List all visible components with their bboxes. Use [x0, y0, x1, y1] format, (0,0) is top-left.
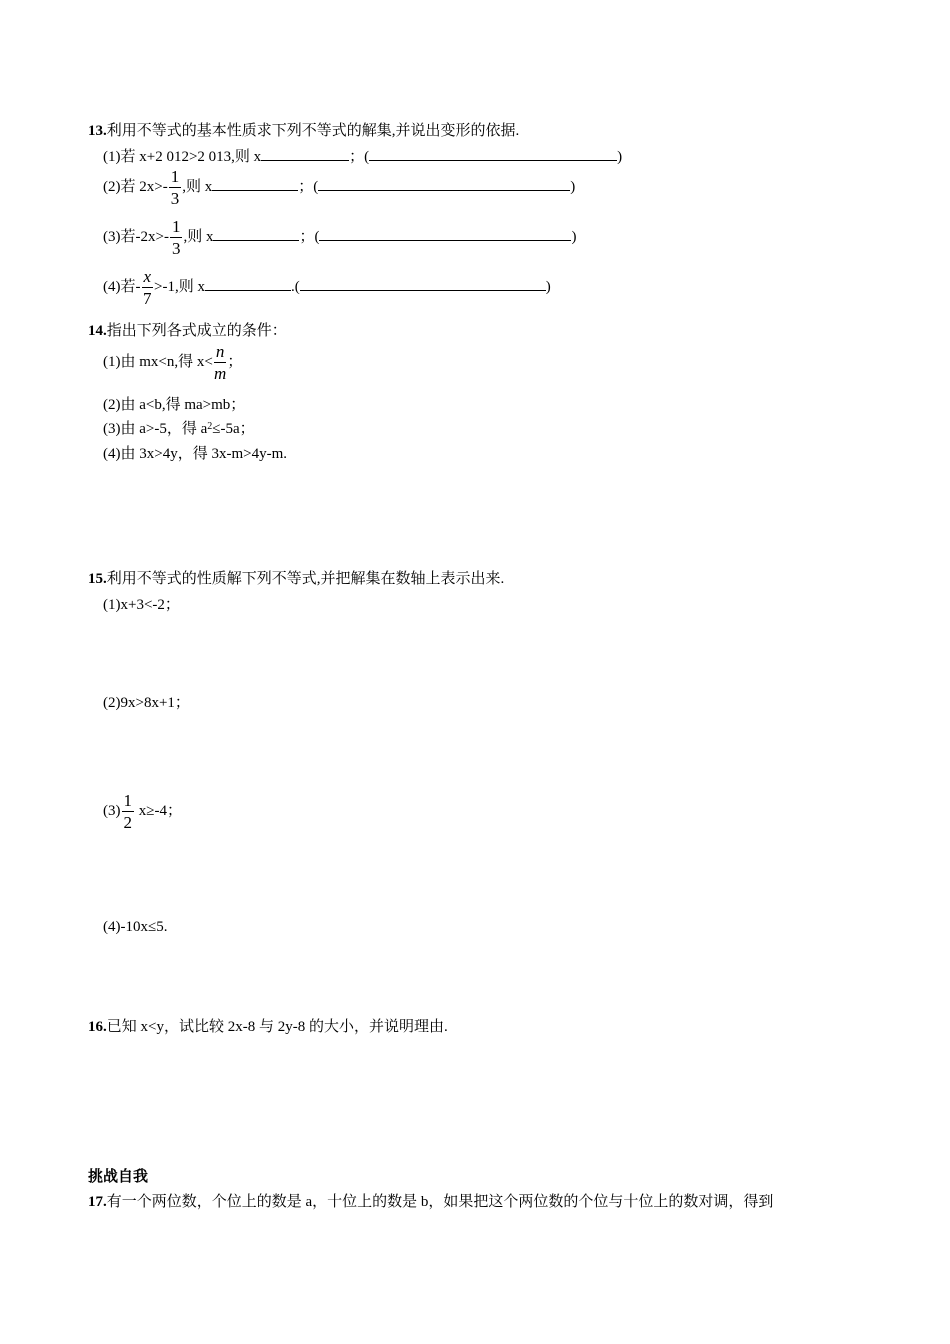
q14-item-1-fraction: [214, 343, 227, 382]
q14-item-3: [103, 420, 255, 438]
fraction-denominator: m: [213, 364, 227, 383]
q13-number: 13.: [88, 123, 107, 139]
q17-stem: [88, 1193, 773, 1211]
q15-item-3-fraction: [122, 792, 135, 831]
q17-number: 17.: [88, 1194, 107, 1210]
fraction-numerator: 1: [171, 217, 181, 236]
q13-item-1-label: (1)若 x+2 012>2 013,则 x: [103, 149, 262, 165]
section-title: 挑战自我: [88, 1169, 149, 1185]
q13-item-4: [103, 268, 551, 307]
q13-item-2-sep: ；(: [298, 178, 319, 195]
q14-number: 14.: [88, 323, 107, 339]
fraction-numerator: 1: [170, 167, 180, 186]
q15-item-3-pre: (3): [103, 802, 121, 819]
fraction-denominator: 3: [170, 189, 180, 208]
fraction-numerator: x: [143, 267, 152, 286]
q14-stem-text: 指出下列各式成立的条件：: [106, 323, 287, 339]
q14-stem: [88, 322, 287, 340]
q13-item-4-pre: (4)若-: [103, 278, 141, 295]
fraction-denominator: 2: [123, 813, 132, 832]
q15-item-4: (4)-10x≤5.: [103, 919, 168, 935]
q15-number: 15.: [88, 571, 107, 587]
q13-item-1-reason-blank[interactable]: [369, 147, 617, 161]
q13-item-2-reason-blank[interactable]: [318, 177, 570, 191]
fraction-numerator: n: [215, 342, 225, 361]
q15-stem: [88, 570, 504, 588]
q13-item-3-reason-blank[interactable]: [319, 227, 571, 241]
q13-item-4-sep: .(: [291, 278, 300, 295]
q14-item-3-superscript: 2: [207, 421, 213, 432]
q14-item-1: [103, 343, 242, 382]
q13-item-3-end: ): [571, 228, 577, 245]
q16-stem-text: 已知 x<y，试比较 2x-8 与 2y-8 的大小，并说明理由.: [106, 1019, 448, 1035]
q13-item-3-pre: (3)若-2x>-: [103, 228, 169, 245]
q13-item-2-post: ,则 x: [182, 178, 213, 195]
q13-item-2-end: ): [570, 178, 576, 195]
q13-item-4-answer-blank[interactable]: [205, 277, 291, 291]
q14-item-4: (4)由 3x>4y，得 3x-m>4y-m.: [103, 446, 287, 462]
q13-item-4-fraction: [142, 268, 154, 307]
q13-item-3-post: ,则 x: [183, 228, 214, 245]
q15-item-3-post: x≥-4；: [135, 802, 182, 819]
q14-item-2: (2)由 a<b,得 ma>mb；: [103, 397, 246, 413]
q13-item-3-fraction: [170, 218, 183, 257]
q14-item-1-post: ；: [227, 353, 243, 370]
fraction-numerator: 1: [123, 791, 132, 810]
q13-item-1: [103, 147, 622, 166]
q13-item-4-reason-blank[interactable]: [300, 277, 546, 291]
q13-item-4-end: ): [545, 278, 551, 295]
q13-stem: [88, 122, 519, 140]
q13-item-2-answer-blank[interactable]: [212, 177, 298, 191]
q13-item-1-answer-blank[interactable]: [261, 147, 349, 161]
q14-item-3-pre: (3)由 a>-5，得 a: [103, 421, 208, 437]
q15-item-1: (1)x+3<-2；: [103, 597, 180, 613]
q17-stem-text: 有一个两位数，个位上的数是 a，十位上的数是 b，如果把这个两位数的个位与十位上的数对调，得到: [106, 1194, 774, 1210]
q14-item-3-post: ≤-5a；: [212, 421, 255, 437]
q13-item-1-end: ): [617, 149, 623, 165]
q13-item-2-fraction: [169, 168, 182, 207]
q13-item-3-sep: ；(: [299, 228, 320, 245]
q15-stem-text: 利用不等式的性质解下列不等式,并把解集在数轴上表示出来.: [106, 571, 505, 587]
q13-item-3: [103, 218, 576, 257]
q13-item-1-sep: ；(: [349, 149, 370, 165]
fraction-denominator: 3: [171, 239, 181, 258]
q15-item-3: [103, 792, 182, 831]
q16-stem: [88, 1018, 448, 1036]
q13-item-2: [103, 168, 575, 207]
q14-item-1-pre: (1)由 mx<n,得 x<: [103, 353, 213, 370]
q16-number: 16.: [88, 1019, 107, 1035]
fraction-denominator: 7: [143, 289, 152, 308]
q13-item-3-answer-blank[interactable]: [213, 227, 299, 241]
q13-item-2-pre: (2)若 2x>-: [103, 178, 168, 195]
q13-stem-text: 利用不等式的基本性质求下列不等式的解集,并说出变形的依据.: [106, 123, 520, 139]
q13-item-4-post: >-1,则 x: [154, 278, 206, 295]
q15-item-2: (2)9x>8x+1；: [103, 695, 190, 711]
